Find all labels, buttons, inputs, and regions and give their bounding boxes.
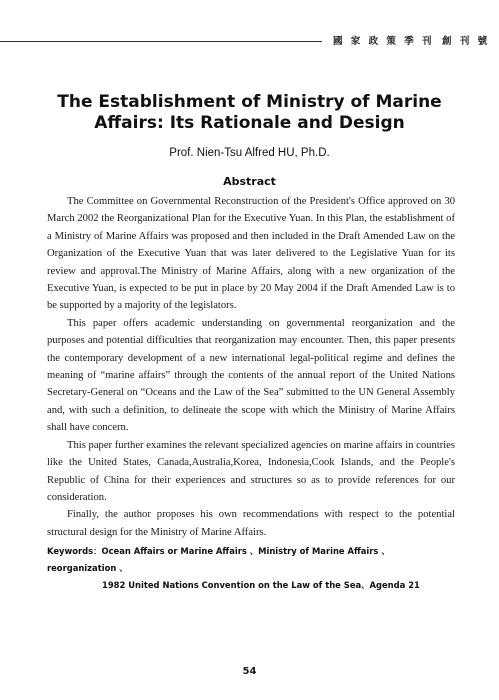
keywords [47,543,457,594]
journal-name: 國 家 政 策 季 刊 [333,36,435,47]
article-title [40,92,459,134]
title-line-1: The Establishment of Ministry of Marine [57,92,442,112]
running-head [333,33,493,47]
author: Prof. Nien-Tsu Alfred HU, Ph.D. [169,147,330,159]
abstract-paragraph-4: Finally, the author proposes his own recommendations with respect to the potential structural design for the Ministry of Marine Affairs. [47,509,455,538]
header-rule [0,41,322,42]
abstract-body [47,193,455,541]
abstract-paragraph-3: This paper further examines the relevant specialized agencies on marine affairs in countries like the United States, Canada,Australia,Korea, Indonesia,Cook Islands, and the People's Republic of China for their experiences and structures so as to provide references for our consideration. [47,439,455,503]
abstract-paragraph-1: The Committee on Governmental Reconstruction of the President's Office approved on 30 March 2002 the Reorganizational Plan for the Executive Yuan. In this Plan, the establishment of a Ministry of Marine Affairs was proposed and then included in the Draft Amended Law on the Organization of the Executive Yuan that was later delivered to the Legislative Yuan for its review and approval.The Ministry of Marine Affairs, along with a new organization of the Executive Yuan, is expected to be put in place by 20 May 2004 if the Draft Amended Law is to be supported by a majority of the legislators. [47,196,455,312]
page-number: 54 [242,666,257,677]
keywords-line-1: Ocean Affairs or Marine Affairs 、Ministry of Marine Affairs 、reorganization 、 [47,546,390,573]
abstract-heading: Abstract [223,175,276,188]
keywords-label: Keywords： [47,546,102,556]
issue-label: 創 刊 號 [442,36,490,47]
keywords-line-2: 1982 United Nations Convention on the Law of the Sea、Agenda 21 [102,580,420,590]
abstract-paragraph-2: This paper offers academic understanding on governmental reorganization and the purposes and potential difficulties that reorganization may encounter. Then, this paper presents the contemporary development of a new international legal-political regime and defines the meaning of “marine affairs” through the contents of the annual report of the United Nations Secretary-General on “Oceans and the Law of the Sea” submitted to the UN General Assembly and, with such a definition, to delineate the scope with which the Ministry of Marine Affairs shall have concern. [47,317,455,434]
title-line-2: Affairs: Its Rationale and Design [94,113,405,133]
